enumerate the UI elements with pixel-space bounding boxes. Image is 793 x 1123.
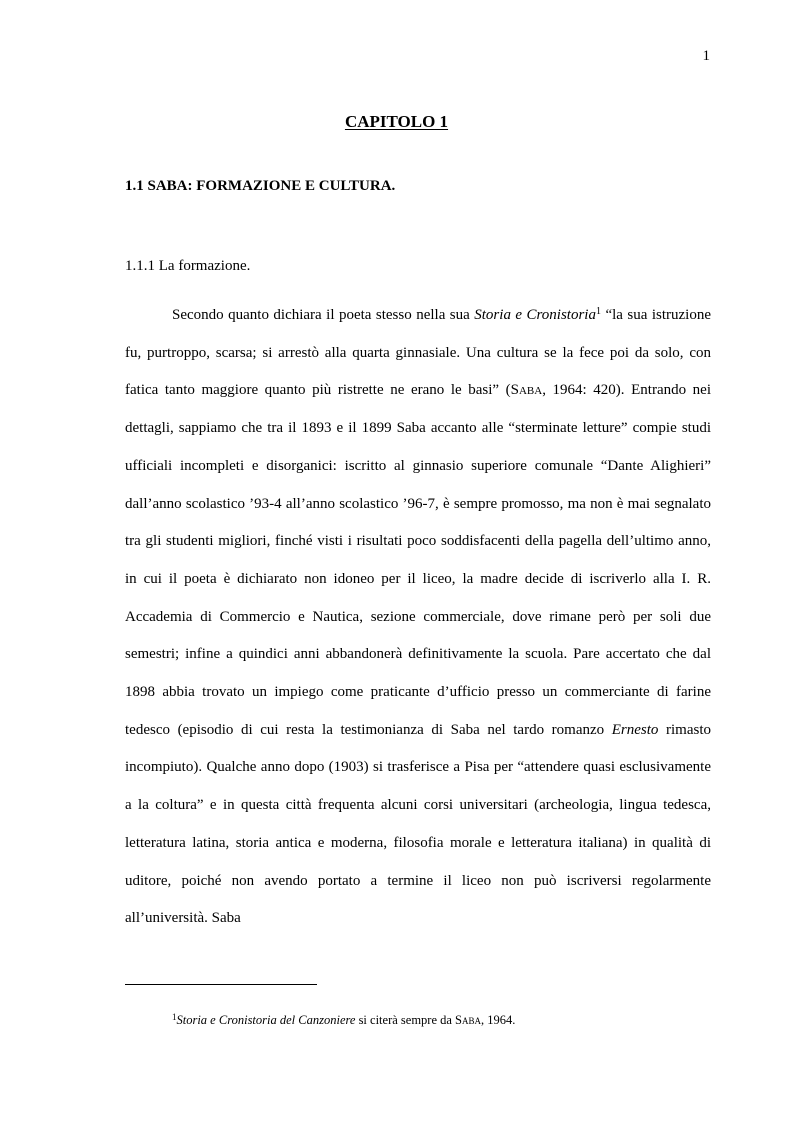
footnote-number: 1 <box>172 1012 177 1022</box>
page-number: 1 <box>702 48 710 64</box>
paragraph-text-1: Secondo quanto dichiara il poeta stesso nella sua <box>172 307 475 323</box>
work-title-ernesto: Ernesto <box>611 721 659 738</box>
footnote-divider <box>125 984 317 985</box>
footnote-text-2: , 1964. <box>481 1013 516 1027</box>
footnote-reference[interactable]: 1 <box>595 306 601 317</box>
section-heading: 1.1 SABA: FORMAZIONE E CULTURA. <box>125 178 396 194</box>
paragraph-text-2: “la sua istruzione fu, purtroppo, scarsa; si arrestò alla quarta ginnasiale. Una cultura se la fece poi da solo, con fatica tanto maggiore quanto più ristrette ne erano le basi” ( <box>125 307 711 399</box>
subsection-heading: 1.1.1 La formazione. <box>125 258 251 274</box>
footnote-text-1: si citerà sempre da <box>355 1013 456 1027</box>
work-title-storia-e-cronistoria: Storia e Cronistoria <box>474 307 596 323</box>
paragraph-text-3: , 1964: 420). Entrando nei dettagli, sappiamo che tra il 1893 e il 1899 Saba accanto alle “sterminate letture” compie studi ufficiali incompleti e disorganici: iscritto al ginnasio superiore comunale “Dante Alighieri” dall’anno scolastico ’93-4 all’anno scolastico ’96-7, è sempre promosso, ma non è mai segnalato tra gli studenti migliori, finché visti i risultati poco soddisfacenti della pagella dell’ultimo anno, in cui il poeta è dichiarato non idoneo per il liceo, la madre decide di iscriverlo alla I. R. Accademia di Commercio e Nautica, sezione commerciale, dove rimane però per soli due semestri; infine a quindici anni abbandonerà definitivamente la scuola. Pare accertato che dal 1898 abbia trovato un impiego come praticante d’ufficio presso un commerciante di farine tedesco (episodio di cui resta la testimonianza di Saba nel tardo romanzo <box>125 382 711 738</box>
chapter-title: CAPITOLO 1 <box>344 112 449 131</box>
footnote-author: Saba <box>455 1013 482 1027</box>
footnote-work-title: Storia e Cronistoria del Canzoniere <box>176 1013 356 1027</box>
citation-author: Saba <box>510 382 543 399</box>
body-paragraph <box>125 297 711 938</box>
paragraph-text-4: rimasto incompiuto). Qualche anno dopo (1903) si trasferisce a Pisa per “attendere quasi esclusivamente a la coltura” e in questa città frequenta alcuni corsi universitari (archeologia, lingua tedesca, letteratura latina, storia antica e moderna, filosofia morale e letteratura italiana) in qualità di uditore, poiché non avendo portato a termine il liceo non può iscriversi regolarmente all’università. Saba <box>125 721 711 927</box>
footnote <box>172 1013 515 1028</box>
